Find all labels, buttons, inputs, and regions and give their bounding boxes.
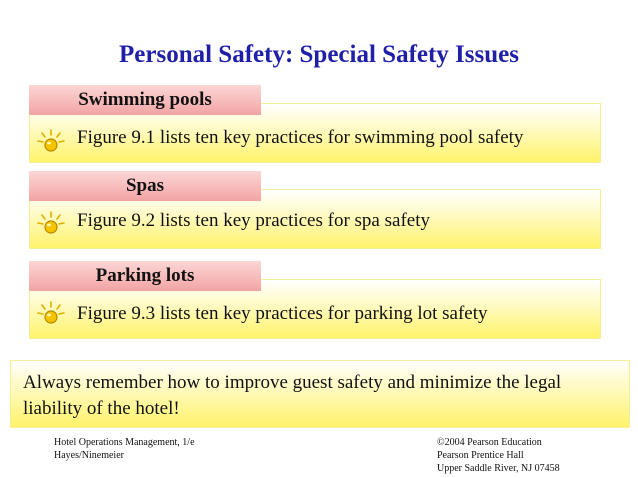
sun-bullet-icon [36, 210, 66, 238]
section-parking-lots [29, 261, 602, 343]
footer-left-line: Hotel Operations Management, 1/e [54, 437, 195, 448]
footer-left [54, 436, 195, 462]
footer-left-line: Hayes/Ninemeier [54, 450, 124, 461]
section-heading: Spas [29, 171, 261, 201]
footer-right-line: Pearson Prentice Hall [437, 450, 524, 461]
section-heading: Parking lots [29, 261, 261, 291]
section-spas [29, 171, 602, 253]
slide-title: Personal Safety: Special Safety Issues [119, 41, 519, 68]
sun-bullet-icon [36, 128, 66, 156]
section-item-text: Figure 9.3 lists ten key practices for parking lot safety [77, 303, 488, 324]
section-item-text: Figure 9.2 lists ten key practices for spa safety [77, 210, 430, 231]
section-item-text: Figure 9.1 lists ten key practices for swimming pool safety [77, 127, 524, 148]
footer-right-line: Upper Saddle River, NJ 07458 [437, 463, 560, 474]
footer-right [437, 436, 560, 475]
section-swimming-pools [29, 85, 602, 167]
summary-banner [10, 360, 630, 428]
section-heading: Swimming pools [29, 85, 261, 115]
summary-text: Always remember how to improve guest safety and minimize the legal liability of the hotel! [23, 372, 562, 419]
sun-bullet-icon [36, 300, 66, 328]
footer-right-line: ©2004 Pearson Education [437, 437, 542, 448]
